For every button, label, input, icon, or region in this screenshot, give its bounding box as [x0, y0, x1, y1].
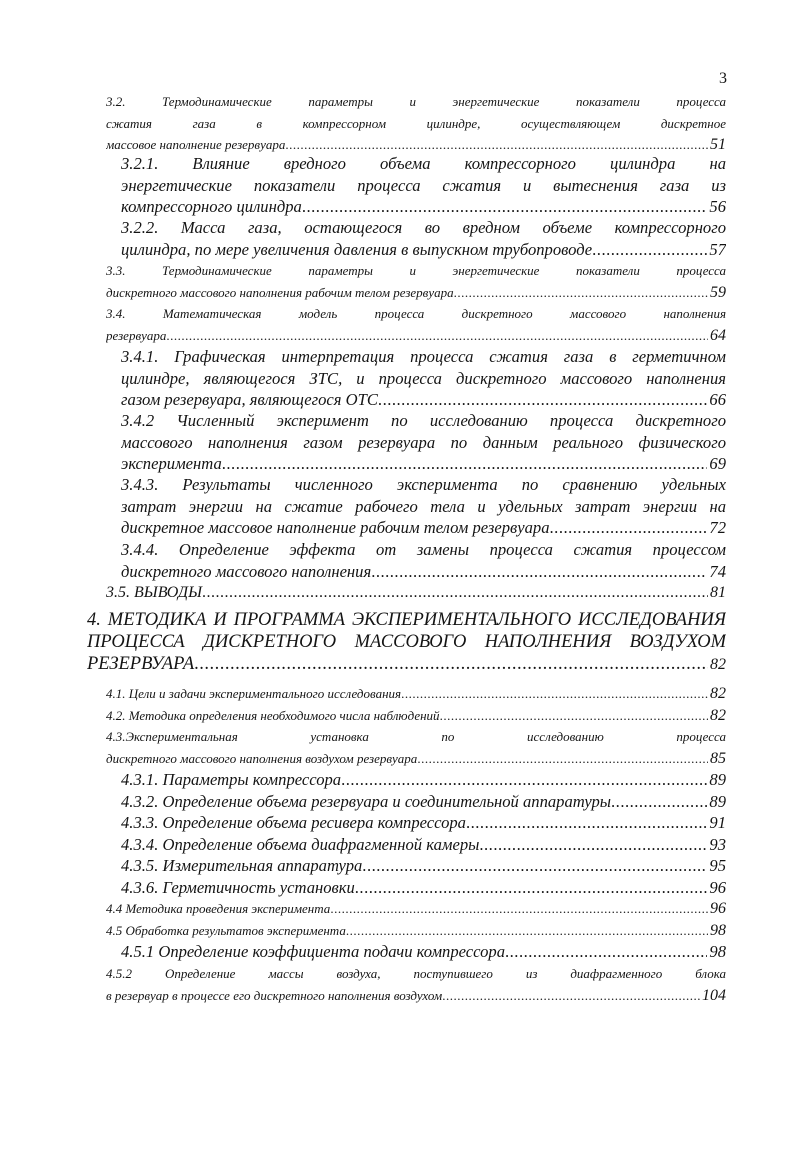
toc-entry-page: 82: [710, 707, 726, 724]
toc-entry-title: 4.3.4. Определение объема диафрагменной камеры: [121, 835, 480, 854]
page-number: 3: [719, 70, 727, 87]
dot-leader: [611, 791, 707, 813]
dot-leader: [166, 325, 708, 347]
dot-leader: [440, 705, 708, 727]
dot-leader: [362, 855, 707, 877]
toc-entry-page: 96: [710, 900, 726, 917]
dot-leader: [378, 389, 707, 411]
toc-entry-title: 4.2. Методика определения необходимого числа наблюдений: [106, 708, 440, 723]
dot-leader: [505, 941, 707, 963]
toc-entry-page: 72: [709, 518, 726, 537]
toc-entry-last-line: [106, 920, 726, 942]
dot-leader: [417, 748, 708, 770]
toc-entry: [121, 769, 726, 791]
toc-entry-line: ПРОЦЕССА ДИСКРЕТНОГО МАССОВОГО НАПОЛНЕНИЯ ВОЗДУХОМ: [87, 632, 726, 652]
dot-leader: [330, 898, 708, 920]
dot-leader: [222, 453, 708, 475]
dot-leader: [194, 653, 708, 675]
toc-entry-last-line: [121, 877, 726, 899]
toc-entry: [106, 705, 726, 727]
toc-entry-line: энергетические показатели процесса сжатия и вытеснения газа из: [121, 175, 726, 195]
toc-entry-last-line: [106, 985, 726, 1007]
toc-entry: [106, 683, 726, 705]
toc-entry-line: затрат энергии на сжатие рабочего тела и удельных затрат энергии на: [121, 496, 726, 516]
toc-entry-title: 4.5.1 Определение коэффициента подачи компрессора: [121, 942, 505, 961]
toc-entry-line: 3.4.1. Графическая интерпретация процесса сжатия газа в герметичном: [121, 347, 726, 366]
toc-entry: [106, 920, 726, 942]
toc-entry-title: резервуара: [106, 327, 167, 343]
dot-leader: [442, 985, 700, 1007]
toc-entry-page: 74: [709, 561, 726, 581]
toc-entry: [121, 855, 726, 877]
dot-leader: [454, 282, 708, 304]
toc-entry: [121, 791, 726, 813]
toc-entry-last-line: [121, 453, 726, 475]
toc-entry-title: 4.1. Цели и задачи экспериментального исследования: [106, 686, 402, 701]
toc-entry-line: 3.2.2. Масса газа, остающегося во вредном объеме компрессорного: [121, 218, 726, 237]
toc-entry-page: 66: [709, 390, 726, 409]
toc-entry-line: 4.5.2 Определение массы воздуха, поступившего из диафрагменного блока: [106, 966, 726, 981]
dot-leader: [355, 877, 708, 899]
dot-leader: [371, 561, 707, 583]
toc-entry: [121, 539, 726, 582]
toc-entry: [106, 898, 726, 920]
toc-entry-page: 104: [702, 986, 726, 1004]
toc-entry-last-line: [121, 196, 726, 218]
toc-entry-title: компрессорного цилиндра: [121, 197, 302, 216]
toc-entry-page: 95: [709, 856, 726, 875]
toc-entry: [106, 726, 726, 769]
toc-entry-title: цилиндра, по мере увеличения давления в выпускном трубопроводе: [121, 239, 593, 259]
toc-entry-last-line: [121, 791, 726, 813]
toc-entry: [106, 963, 726, 1006]
toc-entry-page: 56: [709, 197, 726, 216]
toc-entry-last-line: [121, 812, 726, 834]
toc-entry-line: 3.2. Термодинамические параметры и энергетические показатели процесса: [106, 94, 726, 109]
dot-leader: [341, 769, 707, 791]
toc-entry-line: 4. МЕТОДИКА И ПРОГРАММА ЭКСПЕРИМЕНТАЛЬНОГО ИССЛЕДОВАНИЯ: [87, 610, 726, 630]
toc-entry-line: 3.4.4. Определение эффекта от замены процесса сжатия процессом: [121, 540, 726, 559]
toc-entry-title: дискретного массового наполнения: [121, 561, 372, 581]
toc-entry-last-line: [121, 941, 726, 963]
toc-entry-line: 4.3.Экспериментальная установка по исследованию процесса: [106, 729, 726, 744]
toc-entry-title: газом резервуара, являющегося ОТС: [121, 390, 378, 409]
toc-entry-page: 96: [709, 878, 726, 897]
dot-leader: [346, 920, 708, 942]
toc-entry: [121, 877, 726, 899]
toc-entry-last-line: [106, 898, 726, 920]
toc-entry-page: 93: [709, 835, 726, 854]
dot-leader: [466, 812, 707, 834]
toc-entry-page: 82: [710, 685, 726, 702]
toc-entry: [106, 260, 726, 303]
dot-leader: [202, 582, 708, 604]
toc-entry: [106, 582, 726, 604]
toc-entry-line: 3.2.1. Влияние вредного объема компрессорного цилиндра на: [121, 154, 726, 173]
dot-leader: [401, 683, 708, 705]
toc-entry-last-line: [121, 834, 726, 856]
toc-entry-title: 4.3.6. Герметичность установки: [121, 878, 355, 897]
toc-entry-last-line: [106, 282, 726, 304]
toc-entry-last-line: [106, 582, 726, 604]
toc-entry-page: 51: [710, 136, 726, 153]
toc-entry-last-line: [121, 239, 726, 261]
toc-entry-last-line: [121, 855, 726, 877]
toc-entry: [87, 609, 726, 676]
toc-entry-line: 3.4.2 Численный эксперимент по исследованию процесса дискретного: [121, 411, 726, 430]
toc-entry-last-line: [121, 561, 726, 583]
toc-entry-line: 3.3. Термодинамические параметры и энергетические показатели процесса: [106, 263, 726, 278]
toc-entry-page: 85: [710, 749, 726, 767]
toc-entry-page: 89: [709, 792, 726, 811]
toc-entry: [121, 217, 726, 260]
toc-entry-last-line: [106, 683, 726, 705]
toc-entry-line: сжатия газа в компрессорном цилиндре, осуществляющем дискретное: [106, 115, 726, 131]
toc-entry-page: 59: [710, 283, 726, 301]
toc-entry-title: 4.3.5. Измерительная аппаратура: [121, 856, 363, 875]
toc-entry-title: массовое наполнение резервуара: [106, 137, 286, 152]
toc-entry: [121, 153, 726, 218]
toc-entry-title: 4.3.2. Определение объема резервуара и соединительной аппаратуры: [121, 792, 612, 811]
toc-entry: [121, 346, 726, 411]
toc-entry-last-line: [121, 389, 726, 411]
toc-entry-title: 4.3.3. Определение объема ресивера компрессора: [121, 813, 466, 832]
toc-entry-line: 3.4.3. Результаты численного эксперимента по сравнению удельных: [121, 475, 726, 494]
toc-entry-last-line: [121, 517, 726, 539]
toc-entry-page: 69: [709, 454, 726, 473]
toc-entry-title: дискретного массового наполнения рабочим телом резервуара: [106, 284, 454, 300]
toc-entry: [121, 410, 726, 475]
toc-entry-title: дискретного массового наполнения воздухом резервуара: [106, 750, 418, 766]
toc-entry-last-line: [121, 769, 726, 791]
toc-entry: [106, 91, 726, 156]
toc-entry-last-line: [87, 653, 726, 676]
toc-entry-last-line: [106, 748, 726, 770]
toc-entry-page: 64: [710, 326, 726, 344]
toc-entry: [121, 474, 726, 539]
dot-leader: [479, 834, 707, 856]
toc-entry-last-line: [106, 705, 726, 727]
toc-entry-line: цилиндре, являющегося ЗТС, и процесса дискретного массового наполнения: [121, 368, 726, 388]
dot-leader: [302, 196, 708, 218]
toc-entry-title: 4.4 Методика проведения эксперимента: [106, 901, 331, 916]
dot-leader: [550, 517, 708, 539]
toc-entry-title: дискретное массовое наполнение рабочим телом резервуара: [121, 518, 550, 537]
toc-entry-title: 4.3.1. Параметры компрессора: [121, 770, 342, 789]
dot-leader: [592, 239, 707, 261]
toc-entry-page: 98: [710, 922, 726, 939]
toc-entry: [121, 812, 726, 834]
toc-entry-title: 4.5 Обработка результатов эксперимента: [106, 923, 346, 938]
toc-entry-title: в резервуар в процессе его дискретного наполнения воздухом: [106, 987, 443, 1003]
toc-entry-page: 81: [710, 584, 726, 601]
toc-entry-page: 82: [710, 656, 726, 673]
toc-entry: [121, 941, 726, 963]
toc-entry: [121, 834, 726, 856]
toc-entry-page: 89: [709, 770, 726, 789]
toc-entry-line: 3.4. Математическая модель процесса дискретного массового наполнения: [106, 306, 726, 321]
toc-entry-page: 91: [709, 813, 726, 832]
toc-entry-title: РЕЗЕРВУАРА: [87, 654, 195, 674]
toc-entry-title: эксперимента: [121, 454, 222, 473]
toc-entry-line: массового наполнения газом резервуара по данным реального физического: [121, 432, 726, 452]
toc-entry: [106, 303, 726, 346]
toc-entry-title: 3.5. ВЫВОДЫ: [106, 584, 203, 601]
toc-entry-page: 98: [709, 942, 726, 961]
toc-entry-last-line: [106, 325, 726, 347]
toc-entry-page: 57: [709, 239, 726, 259]
